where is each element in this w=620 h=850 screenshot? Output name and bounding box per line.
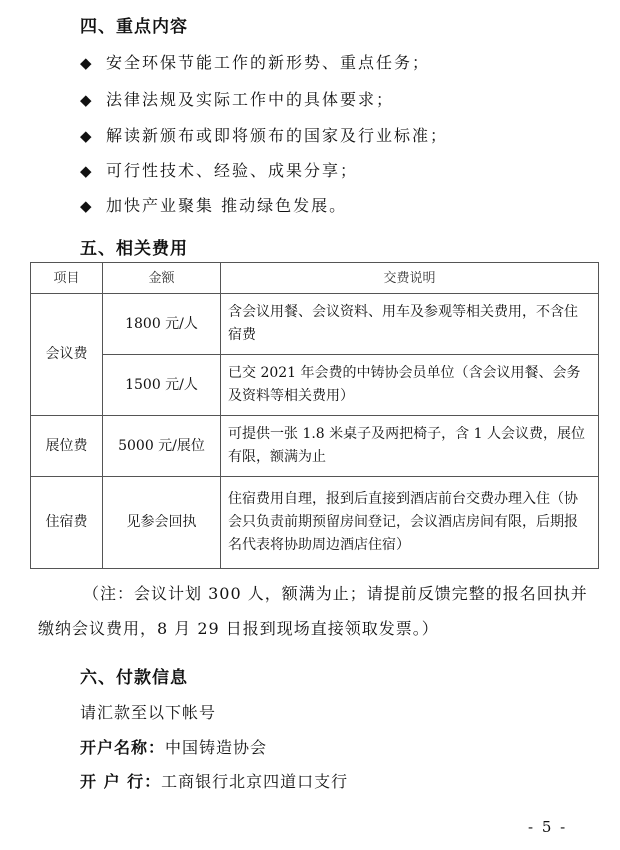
header-amount: 金额 [103, 263, 221, 294]
diamond-bullet-icon: ◆ [80, 127, 94, 145]
fee-note: （注：会议计划 300 人，额满为止；请提前反馈完整的报名回执并缴纳会议费用，8 月 29 日报到现场直接领取发票。） [38, 584, 588, 638]
header-description: 交费说明 [221, 263, 599, 294]
diamond-bullet-icon: ◆ [80, 54, 94, 72]
fee-description: 住宿费用自理，报到后直接到酒店前台交费办理入住（协会只负责前期预留房间登记，会议酒店房间有限，后期报名代表将协助周边酒店住宿） [221, 477, 599, 569]
table-row [31, 294, 599, 355]
bank-label: 开 户 行： [80, 772, 162, 791]
bullet-item [80, 50, 430, 73]
bullet-text: 安全环保节能工作的新形势、重点任务； [106, 53, 431, 72]
section-5-title: 五、相关费用 [80, 239, 188, 259]
fee-amount: 5000 元/展位 [103, 416, 221, 477]
fee-table [30, 262, 599, 569]
page-number: - 5 - [528, 818, 568, 836]
remit-instruction: 请汇款至以下帐号 [80, 703, 217, 722]
bullet-text: 解读新颁布或即将颁布的国家及行业标准； [106, 126, 449, 145]
bullet-item [80, 193, 347, 216]
bank-value: 工商银行北京四道口支行 [161, 772, 349, 791]
fee-description: 可提供一张 1.8 米桌子及两把椅子，含 1 人会议费，展位有限，额满为止 [221, 416, 599, 477]
table-row [31, 416, 599, 477]
bullet-item [80, 123, 448, 146]
bank-row [80, 769, 348, 792]
account-name-label: 开户名称： [80, 738, 166, 757]
bullet-text: 可行性技术、经验、成果分享； [106, 161, 359, 180]
bullet-item [80, 158, 358, 181]
diamond-bullet-icon: ◆ [80, 91, 94, 109]
bullet-text: 加快产业聚集 推动绿色发展。 [106, 196, 348, 215]
header-item: 项目 [31, 263, 103, 294]
fee-amount: 1800 元/人 [103, 294, 221, 355]
diamond-bullet-icon: ◆ [80, 162, 94, 180]
account-name-value: 中国铸造协会 [165, 738, 268, 757]
fee-item-meeting: 会议费 [31, 294, 103, 416]
table-row [31, 477, 599, 569]
section-6-title: 六、付款信息 [80, 668, 188, 688]
fee-description: 已交 2021 年会费的中铸协会员单位（含会议用餐、会务及资料等相关费用） [221, 355, 599, 416]
diamond-bullet-icon: ◆ [80, 197, 94, 215]
fee-table-header-row [31, 263, 599, 294]
bullet-item [80, 87, 394, 110]
fee-amount: 见参会回执 [103, 477, 221, 569]
fee-amount: 1500 元/人 [103, 355, 221, 416]
account-name-row [80, 735, 267, 758]
fee-item-booth: 展位费 [31, 416, 103, 477]
fee-item-lodging: 住宿费 [31, 477, 103, 569]
bullet-text: 法律法规及实际工作中的具体要求； [106, 90, 395, 109]
section-4-title: 四、重点内容 [80, 17, 188, 37]
fee-description: 含会议用餐、会议资料、用车及参观等相关费用，不含住宿费 [221, 294, 599, 355]
table-row [31, 355, 599, 416]
